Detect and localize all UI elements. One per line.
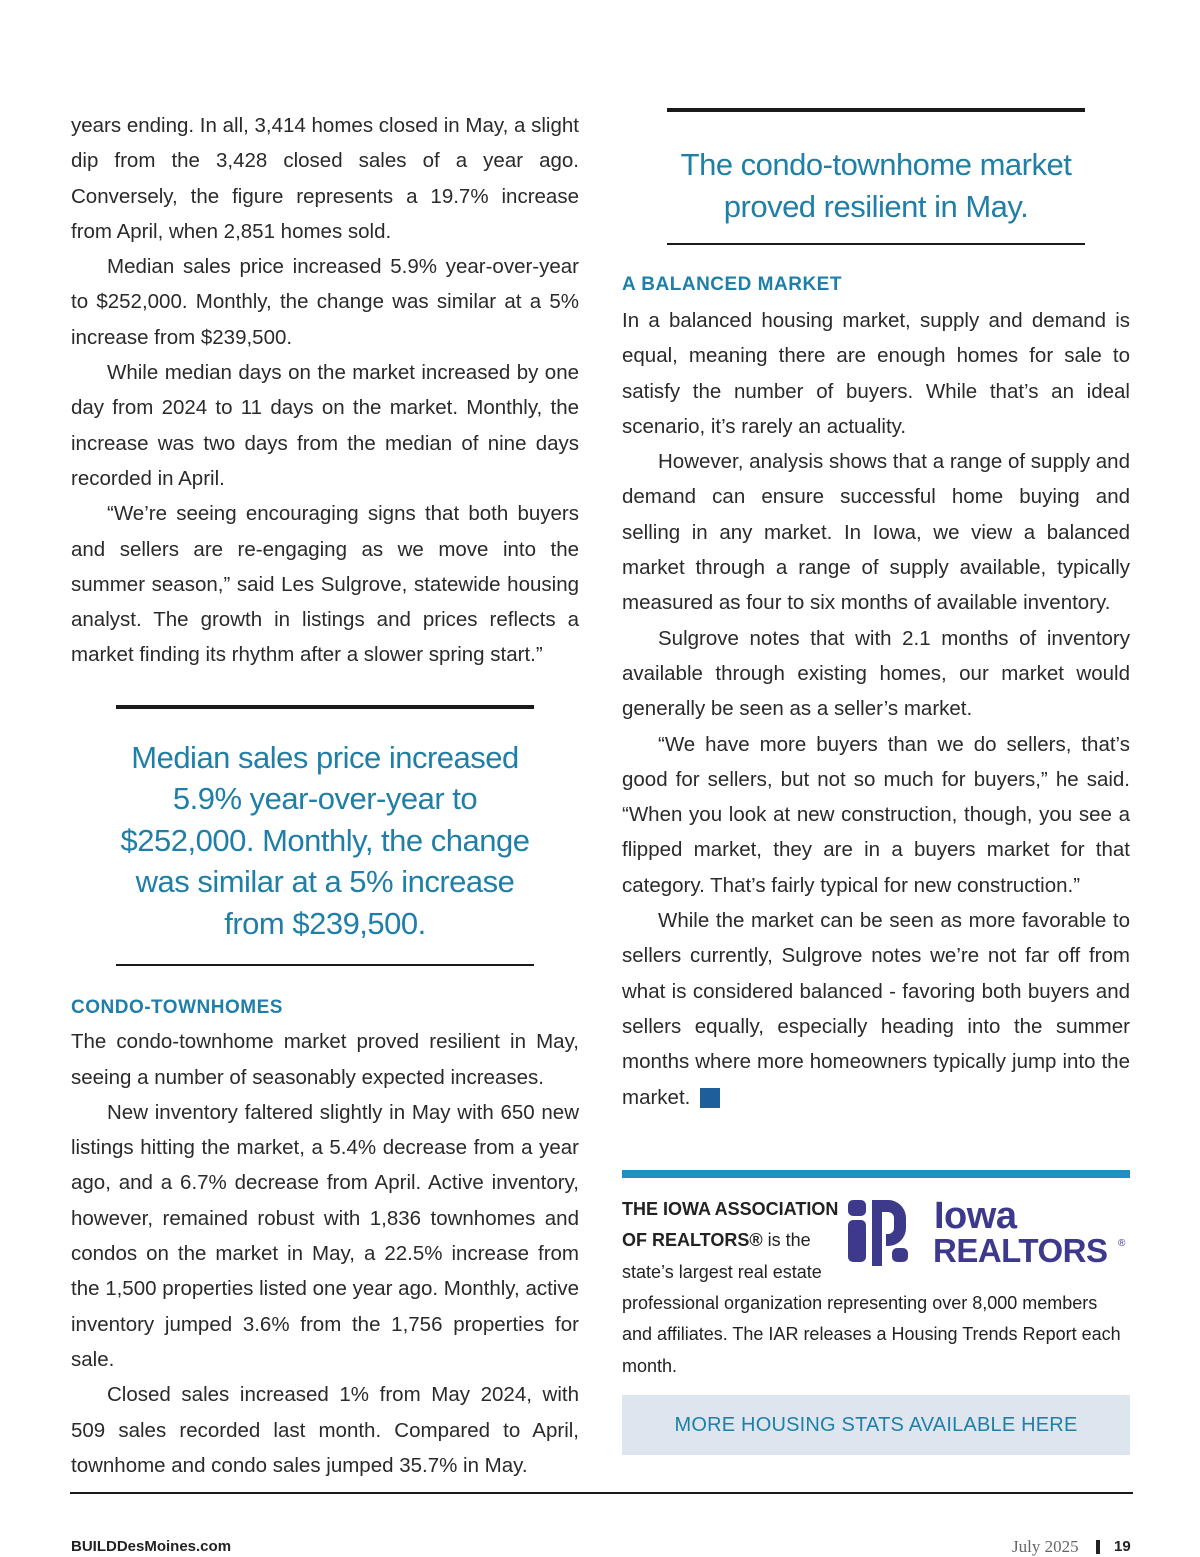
last-paragraph-text: While the market can be seen as more favorable to sellers currently, Sulgrove notes we’re not far off from what is considered balanced - favoring both buyers and sellers equally, especially heading into the summer months where more homeowners typically jump into the market. [622, 909, 1130, 1109]
section-heading-condo: CONDO-TOWNHOMES [71, 997, 283, 1019]
page-number: 19 [1114, 1538, 1131, 1555]
pull-quote-bottom-rule [667, 243, 1085, 245]
iar-accent-bar [622, 1170, 1130, 1178]
logo-registered-mark: ® [1118, 1238, 1126, 1249]
article-paragraph: New inventory faltered slightly in May with 650 new listings hitting the market, a 5.4% decrease from a year ago, and a 6.7% decrease from April. Active inventory, however, remained robust with 1,836 townhomes and condos on the market in May, a 22.5% increase from the 1,500 properties listed one year ago. Monthly, active inventory jumped 3.6% from the 1,756 properties for sale. [71, 1100, 579, 1371]
article-paragraph: “We’re seeing encouraging signs that both buyers and sellers are re-engaging as we move into the summer season,” said Les Sulgrove, statewide housing analyst. The growth in listings and prices reflects a market finding its rhythm after a slower spring start.” [71, 502, 579, 667]
iar-body: professional organization representing over 8,000 members and affiliates. The IAR releases a Housing Trends Report each month. [622, 1293, 1121, 1376]
article-paragraph: The condo-townhome market proved resilient in May, seeing a number of seasonably expected increases. [71, 1030, 579, 1089]
footer-separator [1096, 1540, 1100, 1554]
pull-quote-box [116, 705, 534, 967]
iar-org-name: THE IOWA ASSOCIATION OF REALTORS® [622, 1199, 839, 1251]
article-paragraph: However, analysis shows that a range of supply and demand can ensure successful home buying and selling in any market. In Iowa, we view a balanced market through a range of supply available, typically measured as four to six months of available inventory. [622, 450, 1130, 615]
pull-quote-box [667, 108, 1085, 245]
article-paragraph: Closed sales increased 1% from May 2024, with 509 sales recorded last month. Compared to April, townhome and condo sales jumped 35.7% in May. [71, 1383, 579, 1477]
right-column [622, 108, 1130, 1115]
pull-quote-bottom-rule [116, 964, 534, 966]
article-paragraph-last [622, 903, 1130, 1115]
pull-quote: The condo-townhome market proved resilient in May. [680, 147, 1072, 224]
article-paragraph: In a balanced housing market, supply and demand is equal, meaning there are enough homes for sale to satisfy the number of buyers. While that’s an ideal scenario, it’s rarely an actuality. [622, 309, 1130, 438]
pull-quote-top-rule [116, 705, 534, 709]
footer-site-url[interactable]: BUILDDesMoines.com [71, 1538, 232, 1555]
article-paragraph: While median days on the market increased by one day from 2024 to 11 days on the market. Monthly, the increase was two days from the median of nine days recorded in April. [71, 361, 579, 490]
iar-head-lines [622, 1194, 847, 1288]
article-paragraph: years ending. In all, 3,414 homes closed in May, a slight dip from the 3,428 closed sales of a year ago. Conversely, the figure represents a 19.7% increase from April, when 2,851 homes sold. [71, 114, 579, 243]
article-paragraph: Sulgrove notes that with 2.1 months of inventory available through existing homes, our market would generally be seen as a seller’s market. [622, 626, 1130, 721]
article-paragraph: “We have more buyers than we do sellers, that’s good for sellers, but not so much for buyers,” he said. “When you look at new construction, though, you see a flipped market, they are in a buyers market for that category. That’s fairly typical for new construction.” [622, 732, 1130, 897]
logo-word-realtors: REALTORS [933, 1232, 1108, 1266]
pull-quote: Median sales price increased 5.9% year-over-year to $252,000. Monthly, the change was similar at a 5% increase from $239,500. [120, 739, 530, 941]
end-mark-icon: B [700, 1088, 720, 1108]
left-column [71, 108, 579, 1483]
article-paragraph: Median sales price increased 5.9% year-over-year to $252,000. Monthly, the change was similar at a 5% increase from $239,500. [71, 255, 579, 349]
iar-intro: is the state’s largest real estate [622, 1230, 822, 1282]
more-housing-stats-link[interactable]: MORE HOUSING STATS AVAILABLE HERE [622, 1395, 1130, 1455]
footer-rule [70, 1492, 1133, 1494]
pull-quote-top-rule [667, 108, 1085, 112]
logo-word-iowa: Iowa [934, 1196, 1017, 1237]
footer-date: July 2025 [1012, 1537, 1079, 1556]
section-heading-balanced: A BALANCED MARKET [622, 274, 842, 295]
